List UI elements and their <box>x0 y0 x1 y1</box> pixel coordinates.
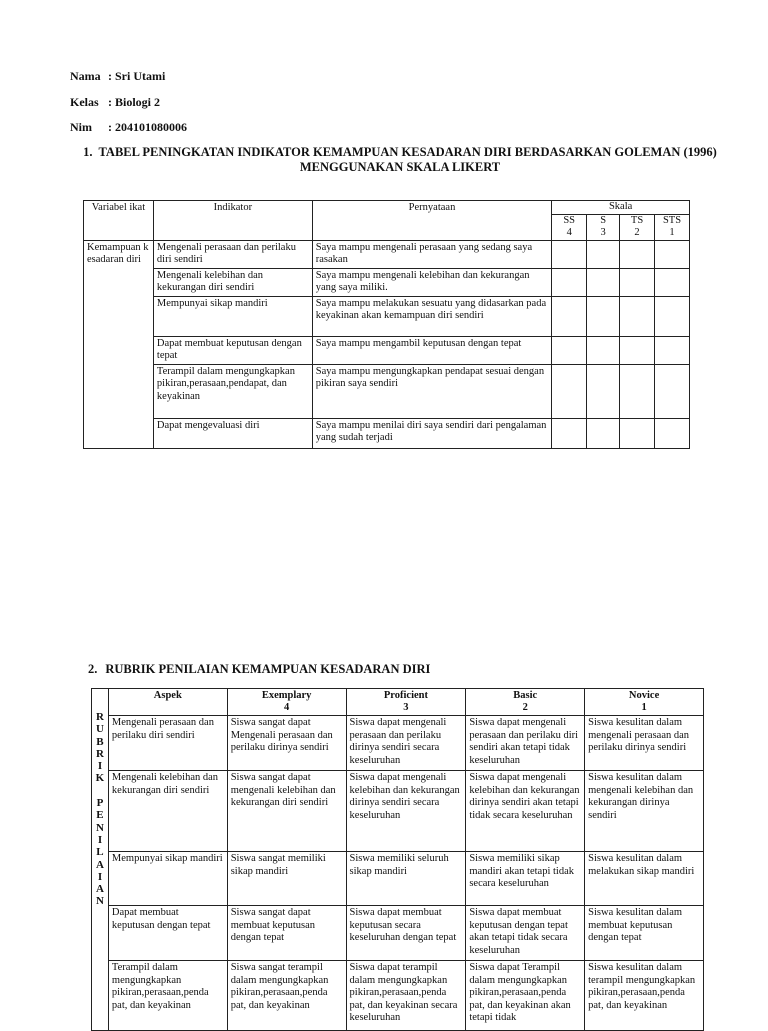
nim-value: : 204101080006 <box>108 120 187 134</box>
nim-label: Nim <box>70 120 92 134</box>
exemplary-cell: Siswa sangat dapat membuat keputusan dengan tepat <box>227 906 346 961</box>
scale-sts: STS 1 <box>655 214 690 240</box>
s-cell[interactable] <box>587 240 620 268</box>
statement-cell: Saya mampu menilai diri saya sendiri dari pengalaman yang sudah terjadi <box>312 418 551 448</box>
s-cell[interactable] <box>587 336 620 364</box>
likert-header-row <box>84 201 690 215</box>
ss-cell[interactable] <box>552 336 587 364</box>
name-value: : Sri Utami <box>108 69 166 83</box>
basic-cell: Siswa dapat mengenali perasaan dan perilaku diri sendiri akan tetapi tidak keseluruhan <box>466 716 585 771</box>
rubric-header-row <box>92 689 704 716</box>
sts-cell[interactable] <box>655 336 690 364</box>
aspect-header: Aspek <box>108 689 227 716</box>
ts-cell[interactable] <box>620 268 655 296</box>
likert-table <box>83 200 690 449</box>
sts-cell[interactable] <box>655 240 690 268</box>
ts-cell[interactable] <box>620 418 655 448</box>
novice-cell: Siswa kesulitan dalam melakukan sikap mandiri <box>585 852 704 906</box>
indicator-header: Indikator <box>153 201 312 241</box>
rubric-row <box>92 852 704 906</box>
sts-cell[interactable] <box>655 296 690 336</box>
rubric-row <box>92 906 704 961</box>
proficient-cell: Siswa dapat membuat keputusan secara keseluruhan dengan tepat <box>346 906 466 961</box>
likert-row <box>84 336 690 364</box>
novice-cell: Siswa kesulitan dalam mengenali perasaan dan perilaku dirinya sendiri <box>585 716 704 771</box>
aspect-cell: Mengenali kelebihan dan kekurangan diri sendiri <box>108 771 227 852</box>
statement-cell: Saya mampu mengambil keputusan dengan tepat <box>312 336 551 364</box>
basic-cell: Siswa dapat mengenali kelebihan dan kekurangan dirinya sendiri akan tetapi tidak secara keseluruhan <box>466 771 585 852</box>
rubric-row <box>92 771 704 852</box>
ss-cell[interactable] <box>552 296 587 336</box>
ss-cell[interactable] <box>552 364 587 418</box>
section1-number: 1. <box>83 145 93 159</box>
indicator-cell: Dapat mengevaluasi diri <box>153 418 312 448</box>
scale-ss: SS 4 <box>552 214 587 240</box>
sts-cell[interactable] <box>655 268 690 296</box>
variable-header: Variabel ikat <box>84 201 154 241</box>
sts-cell[interactable] <box>655 418 690 448</box>
rubric-row <box>92 716 704 771</box>
rubric-side-label: R U B R I K P E N I L A I A N <box>92 689 109 1031</box>
basic-header: Basic 2 <box>466 689 585 716</box>
ts-cell[interactable] <box>620 240 655 268</box>
indicator-cell: Mengenali perasaan dan perilaku diri sendiri <box>153 240 312 268</box>
exemplary-cell: Siswa sangat memiliki sikap mandiri <box>227 852 346 906</box>
likert-row <box>84 418 690 448</box>
proficient-cell: Siswa dapat mengenali kelebihan dan kekurangan dirinya sendiri secara keseluruhan <box>346 771 466 852</box>
proficient-cell: Siswa memiliki seluruh sikap mandiri <box>346 852 466 906</box>
class-label: Kelas <box>70 95 99 109</box>
basic-cell: Siswa memiliki sikap mandiri akan tetapi tidak secara keseluruhan <box>466 852 585 906</box>
proficient-cell: Siswa dapat mengenali perasaan dan perilaku dirinya sendiri secara keseluruhan <box>346 716 466 771</box>
section1-title <box>80 145 720 175</box>
likert-row <box>84 364 690 418</box>
indicator-cell: Mempunyai sikap mandiri <box>153 296 312 336</box>
ts-cell[interactable] <box>620 336 655 364</box>
sts-cell[interactable] <box>655 364 690 418</box>
name-label: Nama <box>70 69 101 83</box>
student-class <box>70 95 160 110</box>
novice-cell: Siswa kesulitan dalam mengenali kelebihan dan kekurangan dirinya sendiri <box>585 771 704 852</box>
likert-row <box>84 240 690 268</box>
class-value: : Biologi 2 <box>108 95 161 109</box>
section2-title <box>88 662 430 677</box>
ss-cell[interactable] <box>552 268 587 296</box>
scale-header: Skala <box>552 201 690 215</box>
exemplary-header: Exemplary 4 <box>227 689 346 716</box>
statement-cell: Saya mampu mengenali kelebihan dan kekurangan yang saya miliki. <box>312 268 551 296</box>
student-name <box>70 69 165 84</box>
likert-row <box>84 268 690 296</box>
scale-ts: TS 2 <box>620 214 655 240</box>
rubric-table <box>91 688 704 1031</box>
novice-cell: Siswa kesulitan dalam terampil mengungkapkan pikiran,perasaan,penda pat, dan keyakinan <box>585 961 704 1031</box>
basic-cell: Siswa dapat membuat keputusan dengan tepat akan tetapi tidak secara keseluruhan <box>466 906 585 961</box>
s-cell[interactable] <box>587 418 620 448</box>
aspect-cell: Mengenali perasaan dan perilaku diri sendiri <box>108 716 227 771</box>
rubric-row <box>92 961 704 1031</box>
s-cell[interactable] <box>587 268 620 296</box>
section2-number: 2. <box>88 662 98 676</box>
statement-cell: Saya mampu melakukan sesuatu yang didasarkan pada keyakinan akan kemampuan diri sendiri <box>312 296 551 336</box>
aspect-cell: Dapat membuat keputusan dengan tepat <box>108 906 227 961</box>
ss-cell[interactable] <box>552 418 587 448</box>
likert-row <box>84 296 690 336</box>
statement-cell: Saya mampu mengenali perasaan yang sedang saya rasakan <box>312 240 551 268</box>
section2-title-text: RUBRIK PENILAIAN KEMAMPUAN KESADARAN DIRI <box>105 662 431 676</box>
statement-header: Pernyataan <box>312 201 551 241</box>
section1-title-text: TABEL PENINGKATAN INDIKATOR KEMAMPUAN KESADARAN DIRI BERDASARKAN GOLEMAN (1996) MENGGUNAKAN SKALA LIKERT <box>98 145 717 174</box>
ts-cell[interactable] <box>620 364 655 418</box>
s-cell[interactable] <box>587 364 620 418</box>
indicator-cell: Terampil dalam mengungkapkan pikiran,perasaan,pendapat, dan keyakinan <box>153 364 312 418</box>
novice-cell: Siswa kesulitan dalam membuat keputusan dengan tepat <box>585 906 704 961</box>
basic-cell: Siswa dapat Terampil dalam mengungkapkan pikiran,perasaan,penda pat, dan keyakinan akan tetapi tidak <box>466 961 585 1031</box>
exemplary-cell: Siswa sangat dapat Mengenali perasaan dan perilaku dirinya sendiri <box>227 716 346 771</box>
exemplary-cell: Siswa sangat terampil dalam mengungkapkan pikiran,perasaan,penda pat, dan keyakinan <box>227 961 346 1031</box>
s-cell[interactable] <box>587 296 620 336</box>
scale-s: S 3 <box>587 214 620 240</box>
aspect-cell: Terampil dalam mengungkapkan pikiran,perasaan,penda pat, dan keyakinan <box>108 961 227 1031</box>
indicator-cell: Mengenali kelebihan dan kekurangan diri sendiri <box>153 268 312 296</box>
proficient-cell: Siswa dapat terampil dalam mengungkapkan pikiran,perasaan,penda pat, dan keyakinan secara keseluruhan <box>346 961 466 1031</box>
aspect-cell: Mempunyai sikap mandiri <box>108 852 227 906</box>
indicator-cell: Dapat membuat keputusan dengan tepat <box>153 336 312 364</box>
exemplary-cell: Siswa sangat dapat mengenali kelebihan dan kekurangan diri sendiri <box>227 771 346 852</box>
proficient-header: Proficient 3 <box>346 689 466 716</box>
student-nim <box>70 120 187 135</box>
ts-cell[interactable] <box>620 296 655 336</box>
variable-cell: Kemampuan kesadaran diri <box>84 240 154 448</box>
statement-cell: Saya mampu mengungkapkan pendapat sesuai dengan pikiran saya sendiri <box>312 364 551 418</box>
novice-header: Novice 1 <box>585 689 704 716</box>
ss-cell[interactable] <box>552 240 587 268</box>
